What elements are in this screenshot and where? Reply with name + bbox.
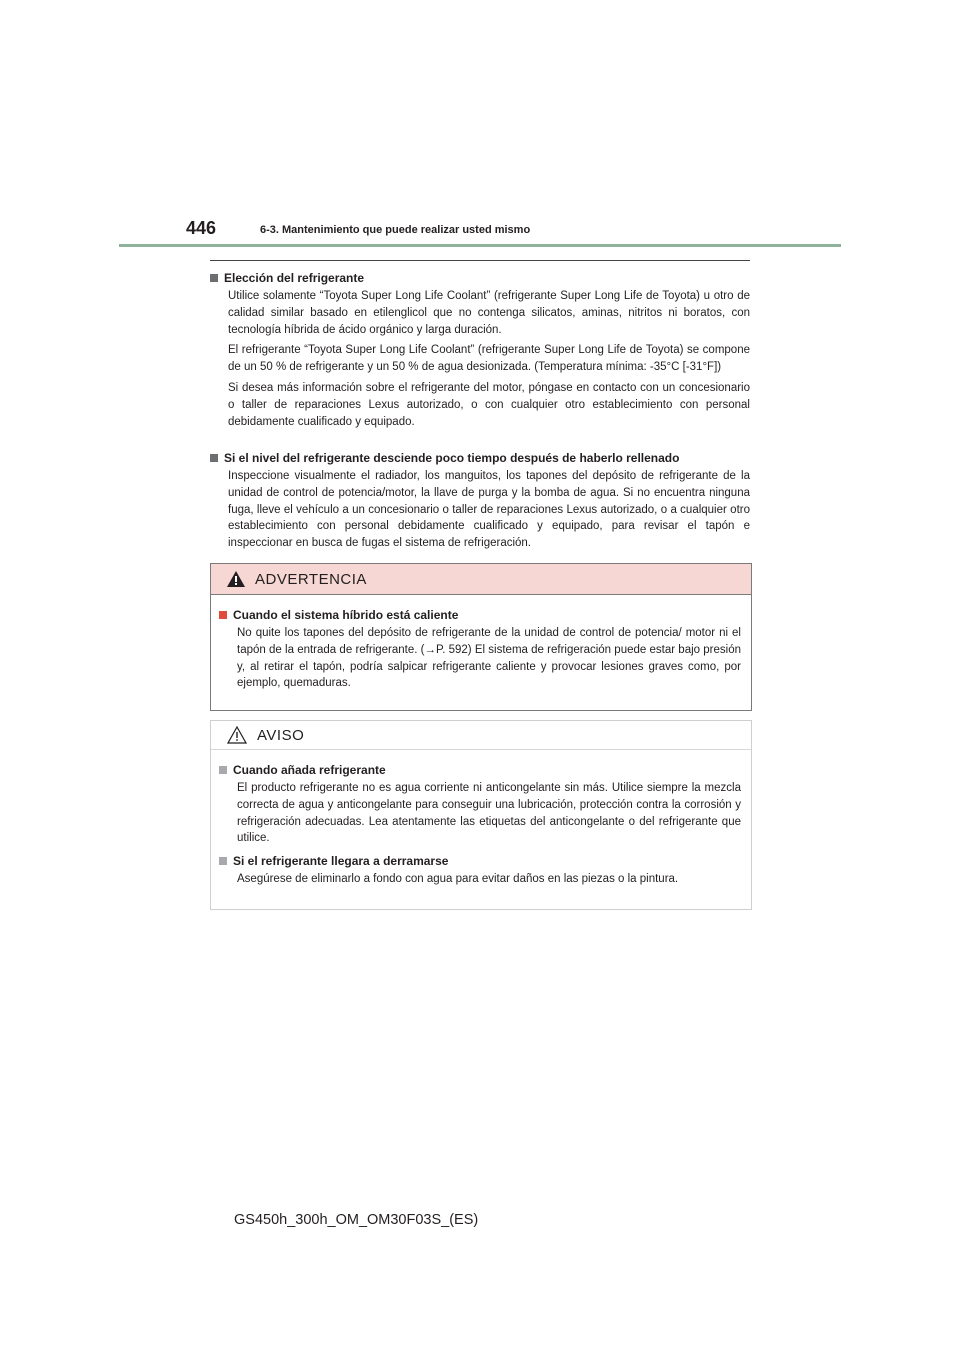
square-bullet-icon: [219, 766, 227, 774]
square-bullet-icon: [219, 857, 227, 865]
section-title: Elección del refrigerante: [224, 271, 365, 285]
page-header: [186, 216, 841, 246]
page-number: 446: [186, 218, 217, 238]
paragraph: Inspeccione visualmente el radiador, los manguitos, los tapones del depósito de refrigerante de la unidad de control de potencia/motor, la llave de purga y la bomba de agua. Si no encuentra ninguna fuga, lleve el vehículo a un concesionario o taller de reparaciones Lexus autorizado, o a cualquier otro establecimiento con personal debidamente cualificado y equipado, para revisar el tapón e inspeccionar en busca de fugas el sistema de refrigeración.: [228, 470, 750, 550]
warning-box: [210, 563, 752, 711]
square-bullet-icon: [210, 454, 218, 462]
item-text: El producto refrigerante no es agua corriente ni anticongelante sin más. Utilice siempre la mezcla correcta de agua y anticongelante para conseguir una lubricación, protección contra la corrosión y refrigeración adecuadas. Lea atentamente las etiquetas del anticongelante o del refrigerante que utilice.: [237, 782, 741, 845]
square-bullet-icon: [219, 611, 227, 619]
item-title: Cuando añada refrigerante: [233, 763, 386, 777]
item-title: Si el refrigerante llegara a derramarse: [233, 854, 449, 869]
paragraph: Utilice solamente “Toyota Super Long Life Coolant” (refrigerante Super Long Life de Toyota) u otro de calidad similar basado en etilenglicol que no contenga silicatos, aminas, nitritos ni boratos, con tecnología híbrida de ácido orgánico y larga duración.: [228, 290, 750, 336]
warning-header: [211, 564, 751, 595]
warning-item: [219, 607, 741, 692]
notice-label: AVISO: [257, 726, 305, 744]
section-title: Si el nivel del refrigerante desciende poco tiempo después de haberlo rellenado: [224, 451, 680, 465]
document-code: GS450h_300h_OM_OM30F03S_(ES): [234, 1212, 479, 1228]
content-divider: [210, 260, 750, 261]
header-divider: [119, 244, 841, 247]
notice-header: [211, 721, 751, 750]
paragraph: El refrigerante “Toyota Super Long Life Coolant” (refrigerante Super Long Life de Toyota) se compone de un 50 % de refrigerante y un 50 % de agua desionizada. (Temperatura mínima: -35°C [-31°F]): [228, 344, 750, 374]
caution-triangle-icon: [227, 726, 247, 744]
item-text: No quite los tapones del depósito de refrigerante de la unidad de control de potencia/ motor ni el tapón de la entrada de refrigerante. (→P. 592) El sistema de refrigeración puede estar bajo presión y, al retirar el tapón, podría salpicar refrigerante caliente y provocar lesiones graves como, por ejemplo, quemaduras.: [237, 627, 741, 690]
notice-item: [219, 762, 741, 847]
paragraph: Si desea más información sobre el refrigerante del motor, póngase en contacto con un concesionario o taller de reparaciones Lexus autorizado, o con cualquier otro establecimiento con personal debidamente cualificado y equipado.: [228, 381, 750, 428]
chapter-title: 6-3. Mantenimiento que puede realizar usted mismo: [260, 224, 531, 236]
item-text: Asegúrese de eliminarlo a fondo con agua para evitar daños en las piezas o la pintura.: [237, 873, 679, 886]
section-coolant-choice: [210, 270, 750, 430]
notice-item: [219, 853, 741, 888]
warning-label: ADVERTENCIA: [255, 570, 367, 588]
section-coolant-drop: [210, 450, 750, 552]
square-bullet-icon: [210, 274, 218, 282]
warning-triangle-icon: [227, 571, 245, 587]
notice-box: [210, 720, 752, 910]
item-title: Cuando el sistema híbrido está caliente: [233, 608, 459, 622]
